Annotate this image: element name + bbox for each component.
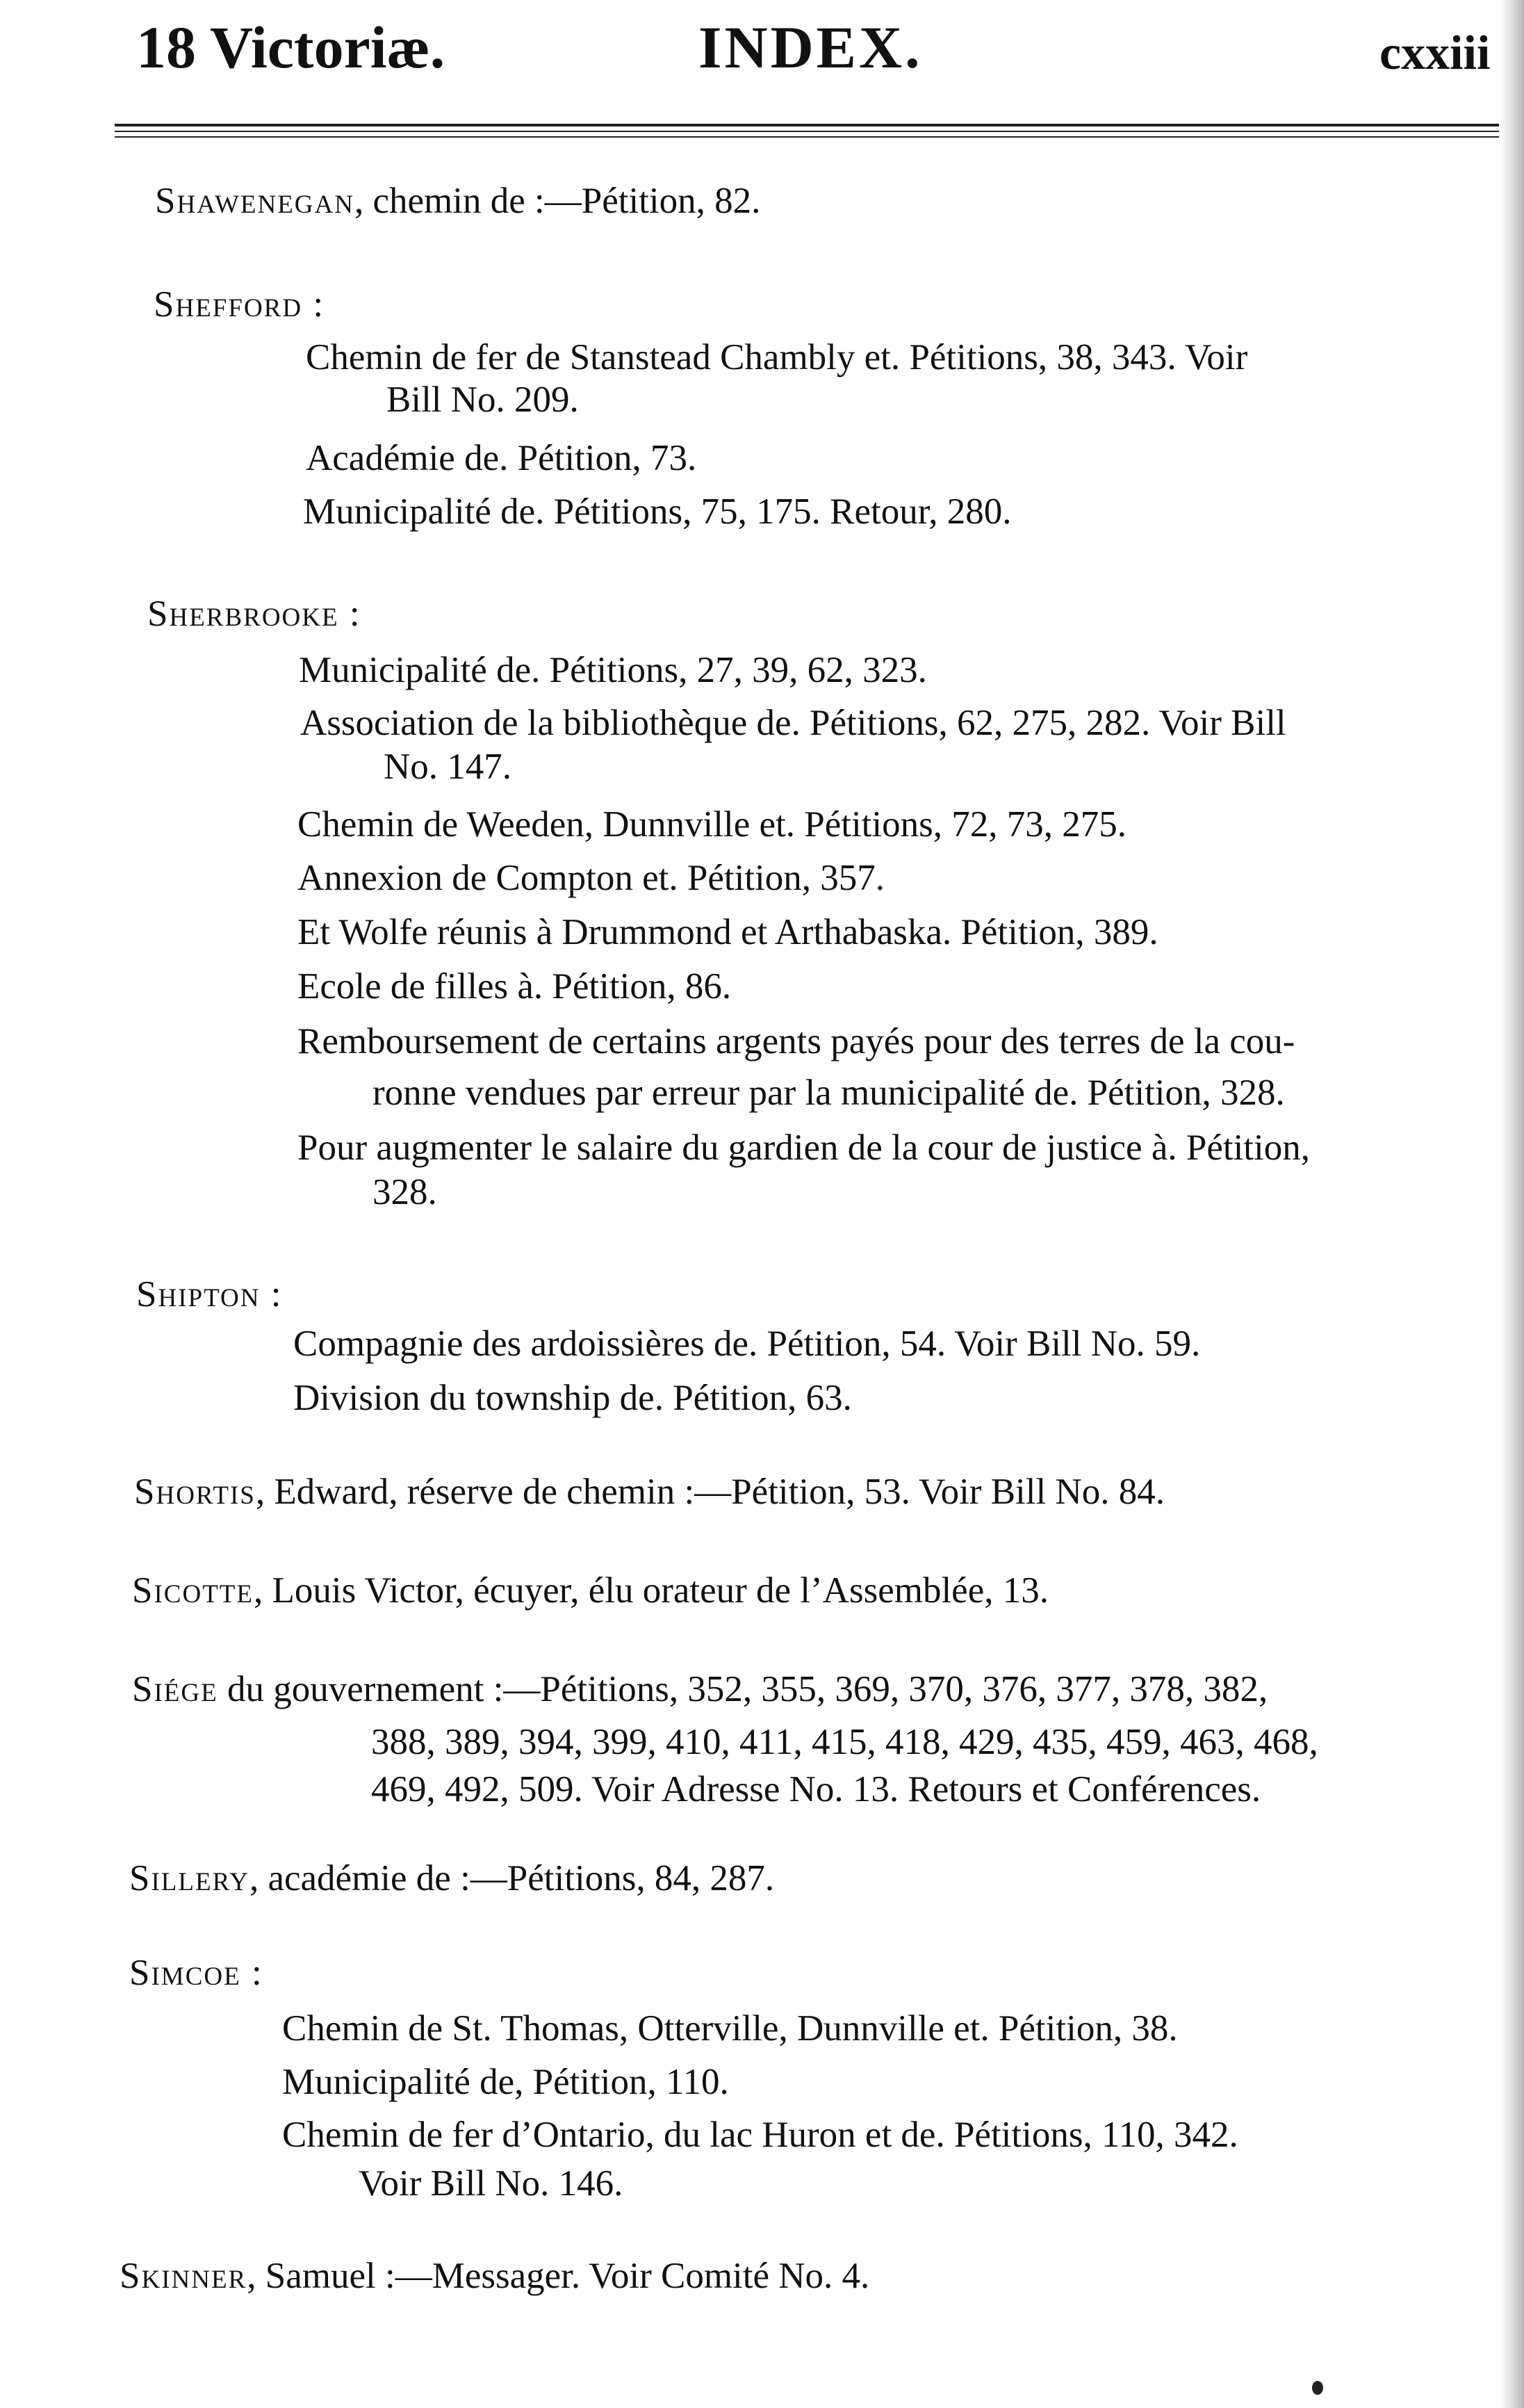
entry-text: , chemin de :—Pétition, 82. bbox=[354, 181, 761, 221]
entry-continuation: 388, 389, 394, 399, 410, 411, 415, 418, 429, 435, 459, 463, 468, bbox=[371, 1722, 1318, 1762]
subentry: Chemin de fer de Stanstead Chambly et. Pétitions, 38, 343. Voir bbox=[306, 337, 1248, 377]
subentry: Chemin de St. Thomas, Otterville, Dunnville et. Pétition, 38. bbox=[282, 2008, 1178, 2049]
subentry: Division du township de. Pétition, 63. bbox=[293, 1378, 852, 1418]
entry-heading: Skinner bbox=[120, 2256, 247, 2296]
entry-heading: Sicotte bbox=[132, 1570, 254, 1611]
index-entry-shortis bbox=[134, 1474, 1165, 1511]
entry-text: , Louis Victor, écuyer, élu orateur de l’Assemblée, 13. bbox=[254, 1570, 1049, 1611]
entry-heading-simcoe: Simcoe : bbox=[129, 1953, 263, 1993]
subentry: Compagnie des ardoissières de. Pétition, 54. Voir Bill No. 59. bbox=[293, 1324, 1201, 1364]
entry-heading: Shortis bbox=[134, 1472, 256, 1512]
running-head-title: INDEX. bbox=[698, 14, 923, 81]
subentry: Pour augmenter le salaire du gardien de la cour de justice à. Pétition, bbox=[297, 1128, 1311, 1168]
subentry: Chemin de Weeden, Dunnville et. Pétitions, 72, 73, 275. bbox=[297, 804, 1126, 845]
subentry: Municipalité de. Pétitions, 27, 39, 62, 323. bbox=[299, 650, 927, 690]
entry-continuation: 469, 492, 509. Voir Adresse No. 13. Retours et Conférences. bbox=[371, 1769, 1261, 1809]
entry-heading: Shawenegan bbox=[155, 181, 354, 221]
entry-heading-shipton: Shipton : bbox=[136, 1274, 283, 1315]
subentry-continuation: No. 147. bbox=[384, 747, 512, 787]
subentry: Municipalité de, Pétition, 110. bbox=[282, 2062, 729, 2102]
page-edge-shadow bbox=[1500, 0, 1524, 2408]
entry-text: , académie de :—Pétitions, 84, 287. bbox=[249, 1858, 775, 1898]
subentry: Association de la bibliothèque de. Pétitions, 62, 275, 282. Voir Bill bbox=[300, 703, 1286, 743]
subentry: Municipalité de. Pétitions, 75, 175. Retour, 280. bbox=[303, 491, 1012, 532]
entry-text: du gouvernement :—Pétitions, 352, 355, 369, 370, 376, 377, 378, 382, bbox=[218, 1669, 1268, 1709]
subentry: Et Wolfe réunis à Drummond et Arthabaska. Pétition, 389. bbox=[297, 912, 1158, 952]
subentry-continuation: Bill No. 209. bbox=[386, 380, 579, 420]
index-entry-sicotte bbox=[132, 1572, 1049, 1609]
subentry-continuation: 328. bbox=[372, 1172, 437, 1212]
header-rule bbox=[115, 124, 1499, 127]
entry-heading-sherbrooke: Sherbrooke : bbox=[147, 594, 361, 634]
subentry: Académie de. Pétition, 73. bbox=[306, 438, 697, 478]
page-number: cxxiii bbox=[1379, 26, 1491, 80]
subentry: Remboursement de certains argents payés pour des terres de la cou- bbox=[297, 1021, 1295, 1061]
header-rule bbox=[115, 136, 1499, 138]
subentry: Ecole de filles à. Pétition, 86. bbox=[297, 966, 732, 1007]
entry-text: , Samuel :—Messager. Voir Comité No. 4. bbox=[247, 2256, 870, 2296]
index-entry-siege bbox=[132, 1671, 1268, 1708]
index-entry-sillery bbox=[129, 1860, 774, 1897]
entry-heading: Siége bbox=[132, 1669, 218, 1709]
entry-text: , Edward, réserve de chemin :—Pétition, 53. Voir Bill No. 84. bbox=[255, 1472, 1165, 1512]
subentry: Annexion de Compton et. Pétition, 357. bbox=[297, 858, 885, 898]
subentry-continuation: ronne vendues par erreur par la municipalité de. Pétition, 328. bbox=[372, 1073, 1285, 1113]
index-entry-skinner bbox=[120, 2258, 869, 2295]
header-rule bbox=[115, 131, 1499, 132]
subentry: Chemin de fer d’Ontario, du lac Huron et de. Pétitions, 110, 342. bbox=[282, 2115, 1238, 2155]
subentry-continuation: Voir Bill No. 146. bbox=[359, 2163, 623, 2204]
entry-heading: Sillery bbox=[129, 1858, 249, 1898]
entry-heading-shefford: Shefford : bbox=[154, 284, 325, 325]
ink-blot bbox=[1312, 2381, 1323, 2395]
index-entry-shawenegan bbox=[155, 183, 760, 220]
running-head-volume: 18 Victoriæ. bbox=[136, 14, 445, 81]
